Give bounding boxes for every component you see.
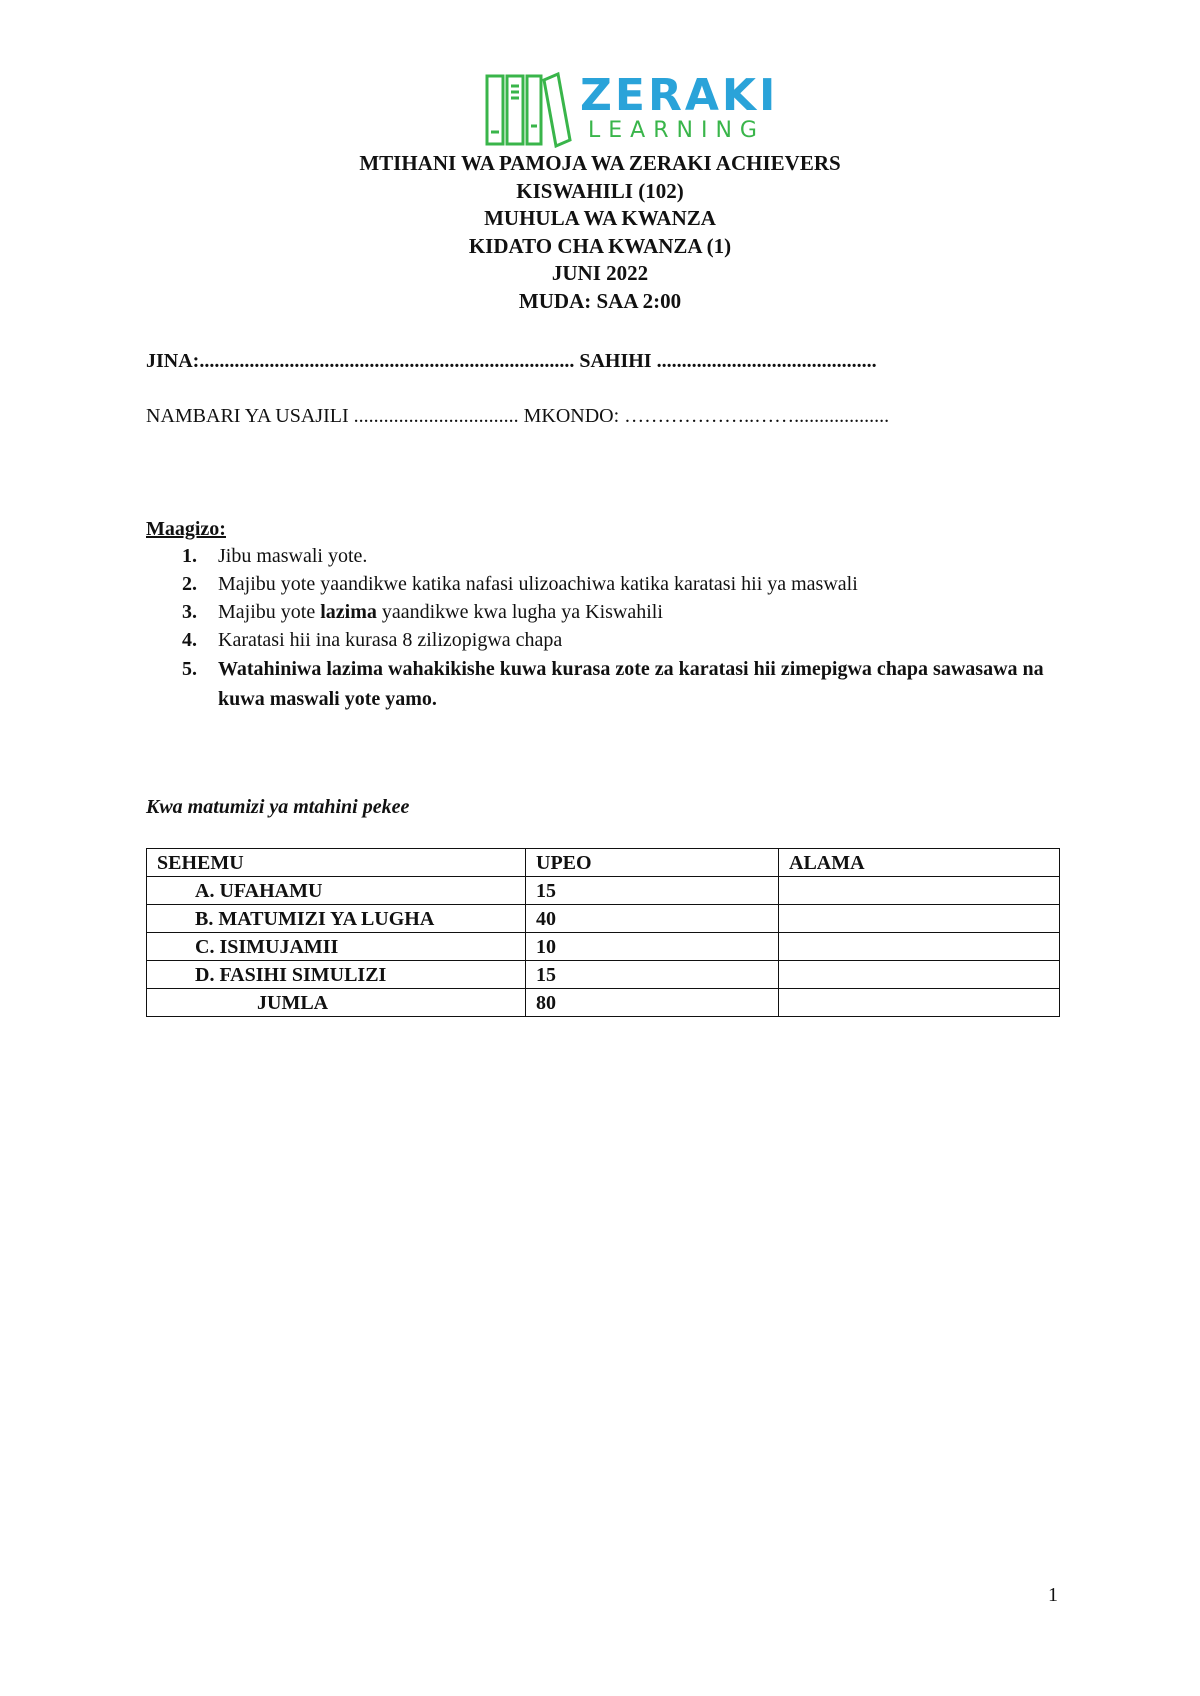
header-upeo: UPEO	[526, 849, 779, 877]
instructions-heading: Maagizo:	[146, 518, 226, 540]
exam-title-block	[0, 150, 1200, 315]
exam-date: JUNI 2022	[551, 261, 649, 285]
total-max-score: 80	[526, 989, 779, 1017]
section-cell: C. ISIMUJAMII	[147, 933, 526, 961]
header-alama: ALAMA	[779, 849, 1060, 877]
section-cell: B. MATUMIZI YA LUGHA	[147, 905, 526, 933]
score-cell[interactable]	[779, 877, 1060, 905]
instructions-list	[146, 542, 1046, 714]
max-score-cell: 15	[526, 961, 779, 989]
max-score-cell: 15	[526, 877, 779, 905]
total-label: JUMLA	[147, 989, 526, 1017]
subject-code: KISWAHILI (102)	[516, 178, 684, 203]
exam-duration: MUDA: SAA 2:00	[518, 288, 682, 313]
registration-stream-field[interactable]: NAMBARI YA USAJILI ................................. MKONDO: ………………..……...................	[146, 405, 890, 427]
table-row	[147, 905, 1060, 933]
score-table	[146, 848, 1060, 1017]
instruction-item: 5. Watahiniwa lazima wahakikishe kuwa kurasa zote za karatasi hii zimepigwa chapa sawasawa na kuwa maswali yote yamo.	[182, 658, 1044, 710]
page-number: 1	[1048, 1584, 1058, 1606]
table-row	[147, 961, 1060, 989]
section-cell: D. FASIHI SIMULIZI	[147, 961, 526, 989]
instruction-item: 2. Majibu yote yaandikwe katika nafasi ulizoachiwa katika karatasi hii ya maswali	[182, 573, 858, 595]
max-score-cell: 10	[526, 933, 779, 961]
table-row	[147, 877, 1060, 905]
instruction-item: 4. Karatasi hii ina kurasa 8 zilizopigwa chapa	[182, 629, 563, 651]
logo-brand-text: ZERAKI	[580, 70, 779, 121]
zeraki-logo	[484, 70, 779, 150]
header-sehemu: SEHEMU	[147, 849, 526, 877]
logo-sub-text: LEARNING	[588, 118, 765, 143]
max-score-cell: 40	[526, 905, 779, 933]
exam-title: MTIHANI WA PAMOJA WA ZERAKI ACHIEVERS	[359, 151, 841, 175]
section-cell: A. UFAHAMU	[147, 877, 526, 905]
books-icon	[484, 70, 574, 148]
instruction-item: 1. Jibu maswali yote.	[182, 545, 368, 567]
form-level: KIDATO CHA KWANZA (1)	[468, 233, 732, 258]
score-cell[interactable]	[779, 933, 1060, 961]
name-signature-field[interactable]: JINA:........................................................................... SAHIHI ............................................	[146, 350, 877, 372]
table-row	[147, 933, 1060, 961]
total-score-cell[interactable]	[779, 989, 1060, 1017]
table-total-row	[147, 989, 1060, 1017]
score-cell[interactable]	[779, 961, 1060, 989]
term: MUHULA WA KWANZA	[484, 206, 716, 230]
table-header-row	[147, 849, 1060, 877]
instruction-item: 3. Majibu yote lazima yaandikwe kwa lugha ya Kiswahili	[182, 601, 663, 623]
examiner-use-note: Kwa matumizi ya mtahini pekee	[146, 796, 410, 818]
score-cell[interactable]	[779, 905, 1060, 933]
